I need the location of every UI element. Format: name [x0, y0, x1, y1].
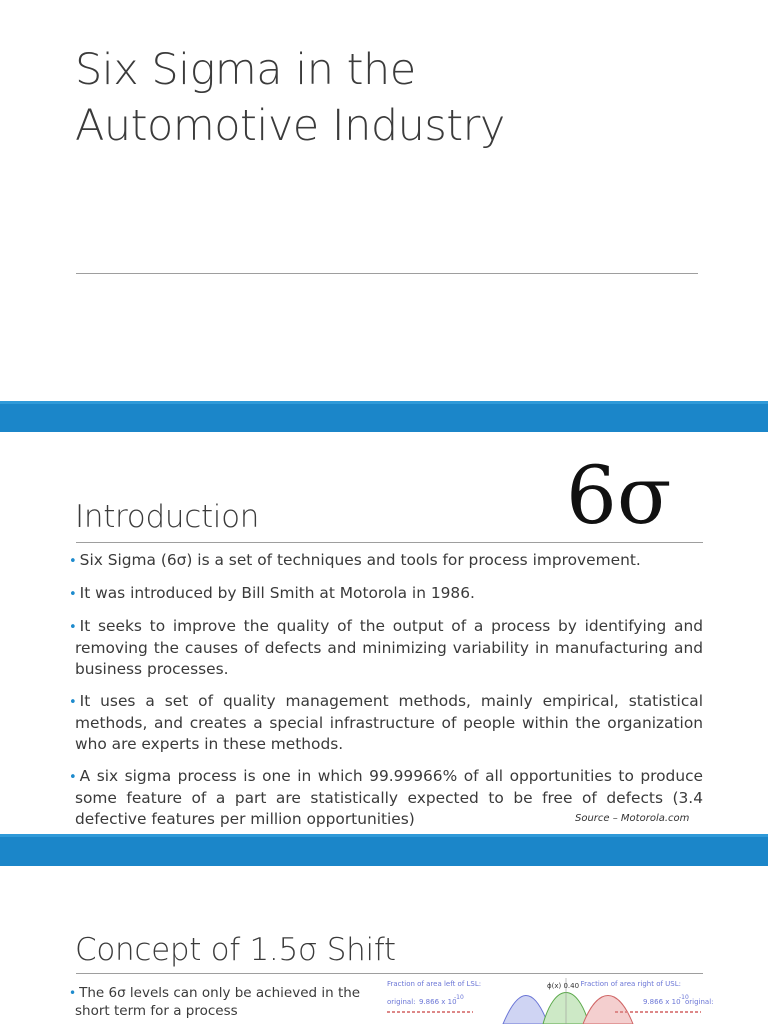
- right-area-value: 9.866 x 10: [643, 998, 681, 1006]
- slide-separator-band: [0, 401, 768, 432]
- bullet-dot-icon: •: [69, 770, 77, 785]
- six-sigma-symbol: 6σ: [566, 449, 672, 542]
- introduction-slide: [0, 432, 768, 834]
- bullet-item: • It uses a set of quality management methods, mainly empirical, statistical methods, and creates a special infrastructure of people within the organization who are experts in these methods.: [69, 692, 703, 753]
- bullet-dot-icon: •: [69, 695, 77, 710]
- sigma-shift-figure: [383, 978, 714, 1024]
- bullet-item: • Six Sigma (6σ) is a set of techniques and tools for process improvement.: [69, 551, 641, 569]
- title-line-2: Automotive Industry: [75, 101, 505, 151]
- right-area-exponent: -10: [679, 994, 689, 1001]
- bullet-dot-icon: •: [69, 554, 77, 569]
- source-caption: Source – Motorola.com: [575, 813, 690, 824]
- left-area-exponent: -10: [454, 994, 464, 1001]
- bullet-dot-icon: •: [69, 986, 77, 1000]
- heading-divider: [76, 542, 703, 543]
- left-original-label: original:: [387, 998, 416, 1006]
- phi-label: ϕ(x) 0.40: [547, 982, 580, 990]
- introduction-bullet-list: [69, 550, 703, 841]
- right-area-label: Fraction of area right of USL:: [580, 980, 681, 988]
- concept-bullet-list: [69, 984, 375, 1020]
- introduction-heading: Introduction: [75, 499, 260, 535]
- heading-divider: [76, 973, 703, 974]
- bell-curve-left: [503, 995, 548, 1024]
- bullet-item: • It seeks to improve the quality of the output of a process by identifying and removing the causes of defects and minimizing variability in manufacturing and business processes.: [69, 617, 703, 678]
- slide-separator-band: [0, 834, 768, 866]
- title-divider: [76, 273, 698, 274]
- concept-slide: [0, 866, 768, 1024]
- bullet-dot-icon: •: [69, 620, 77, 635]
- bullet-item: • A six sigma process is one in which 99.99966% of all opportunities to produce some feature of a part are statistically expected to be free of defects (3.4 defective features per million opportunities): [69, 767, 703, 828]
- left-area-value: 9.866 x 10: [419, 998, 457, 1006]
- bell-curve-right: [583, 996, 633, 1024]
- title-line-1: Six Sigma in the: [75, 45, 416, 95]
- concept-heading: Concept of 1.5σ Shift: [75, 932, 396, 968]
- bullet-dot-icon: •: [69, 587, 77, 602]
- title-slide: [0, 0, 768, 401]
- bullet-item: • The 6σ levels can only be achieved in the short term for a process: [69, 985, 361, 1019]
- bullet-item: • It was introduced by Bill Smith at Motorola in 1986.: [69, 584, 475, 602]
- right-original-label: original:: [685, 998, 714, 1006]
- presentation-title: [75, 42, 695, 154]
- left-area-label: Fraction of area left of LSL:: [387, 980, 482, 988]
